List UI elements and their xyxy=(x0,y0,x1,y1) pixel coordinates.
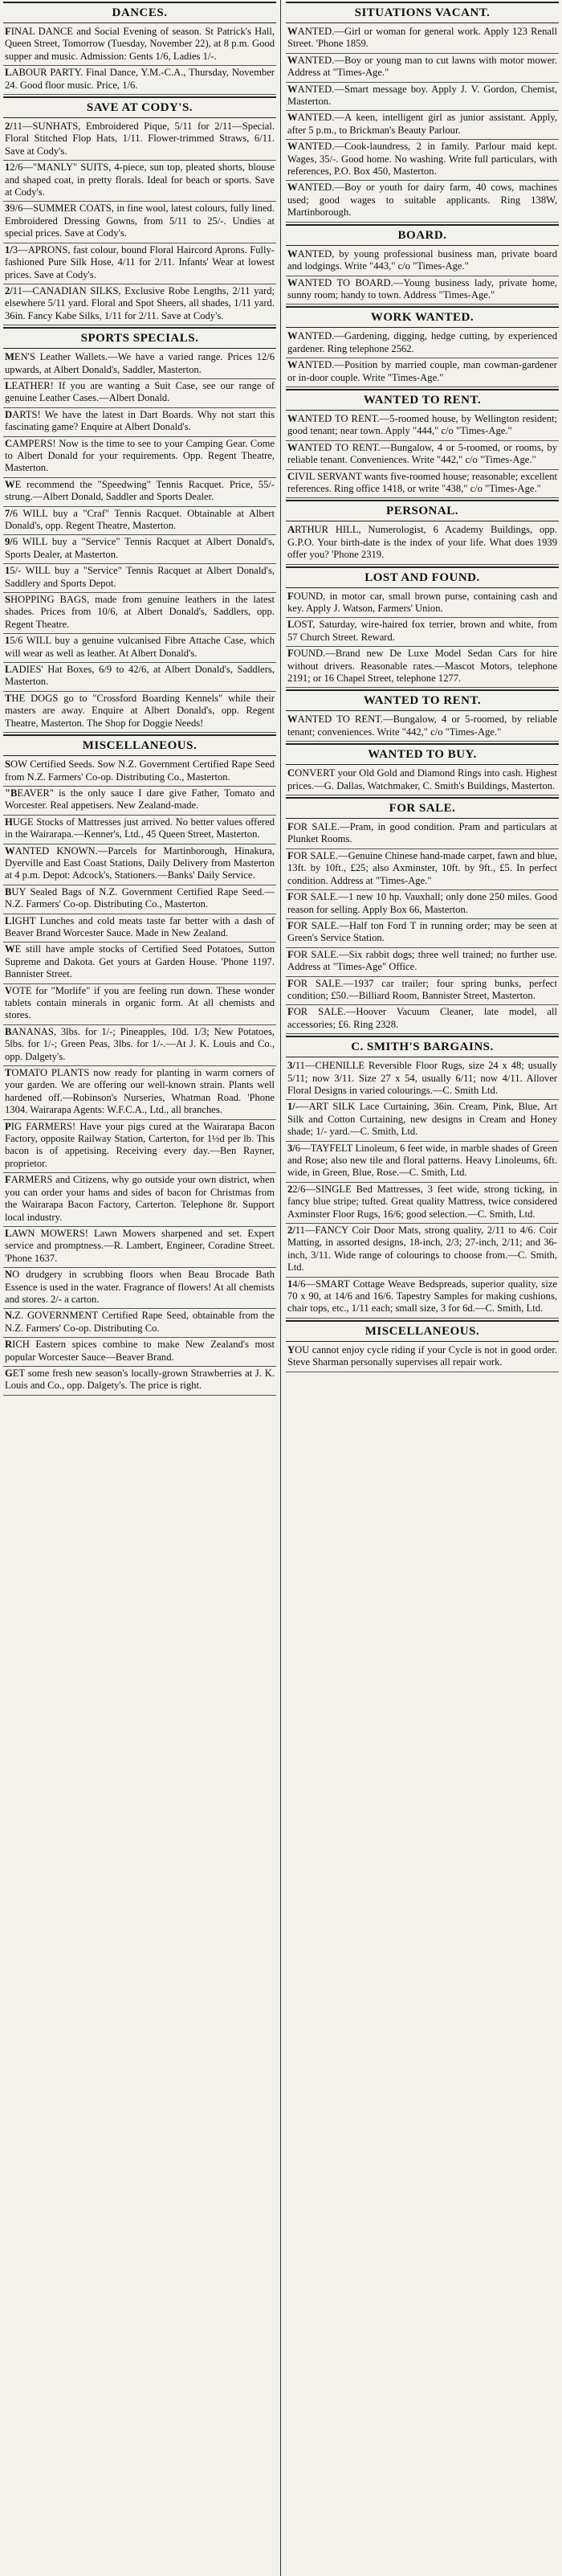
classified-ad: SOW Certified Seeds. Sow N.Z. Government Certified Rape Seed from N.Z. Farmers' Co-op. Distributing Co., Masterton. xyxy=(3,758,276,787)
classified-ad: 1/3—APRONS, fast colour, bound Floral Haircord Aprons. Fully-fashioned Pure Silk Hose, 4/11 for 2/11. Infants' Wear at lowest prices. Save at Cody's. xyxy=(3,243,276,284)
section-wanted-to-rent xyxy=(286,389,559,498)
classified-ad: LIGHT Lunches and cold meats taste far better with a dash of Beaver Brand Worcester Sauce. Made in New Zealand. xyxy=(3,914,276,943)
section-miscellaneous xyxy=(286,1320,559,1372)
classified-ad: WE still have ample stocks of Certified Seed Potatoes, Sutton Supreme and Dakota. Get yours at Garden House. 'Phone 1197. Bannister Street. xyxy=(3,942,276,983)
classified-ad: GET some fresh new season's locally-grown Strawberries at J. K. Louis and Co., opp. Dalgety's. The price is right. xyxy=(3,1367,276,1396)
classified-ad: BANANAS, 3lbs. for 1/-; Pineapples, 10d. 1/3; New Potatoes, 5lbs. for 1/-; Green Peas, 3lbs. for 1/-.—At J. K. Louis and Co., opp. Dalgety's. xyxy=(3,1025,276,1066)
section-heading: SPORTS SPECIALS. xyxy=(3,327,276,349)
classified-ad: 9/6 WILL buy a "Service" Tennis Racquet at Albert Donald's, Sports Dealer, at Masterton. xyxy=(3,535,276,564)
classified-ad: FARMERS and Citizens, why go outside your own district, when you can order your hams and sides of bacon for Christmas from the Wairarapa Bacon Factory, Carterton. Telephone 8r. Support local industry. xyxy=(3,1173,276,1227)
classified-ad: HUGE Stocks of Mattresses just arrived. No better values offered in the Wairarapa.—Kenner's, Ltd., 45 Queen Street, Masterton. xyxy=(3,816,276,844)
classified-ad: WANTED.—Position by married couple, man cowman-gardener or in-door couple. Write "Times-Age." xyxy=(286,358,559,387)
classified-ad: YOU cannot enjoy cycle riding if your Cycle is not in good order. Steve Sharman personally supervises all repair work. xyxy=(286,1343,559,1372)
classified-ad: SHOPPING BAGS, made from genuine leathers in the latest shades. Prices from 10/6, at Albert Donald's, Saddlers, opp. Regent Theatre. xyxy=(3,593,276,634)
classified-ad: MEN'S Leather Wallets.—We have a varied range. Prices 12/6 upwards, at Albert Donald's, Saddler, Masterton. xyxy=(3,350,276,379)
section-wanted-to-buy xyxy=(286,743,559,795)
classified-ad: FOR SALE.—Genuine Chinese hand-made carpet, fawn and blue, 13ft. by 10ft., £25; also Axminster, 10ft. by 9ft., £5. In perfect condition. Address at "Times-Age." xyxy=(286,849,559,890)
classified-ad: ARTHUR HILL, Numerologist, 6 Academy Buildings, opp. G.P.O. Your birth-date is the index of your life. What does 1939 offer you? 'Phone 2319. xyxy=(286,523,559,564)
classified-ad: WE recommend the "Speedwing" Tennis Racquet. Price, 55/- strung.—Albert Donald, Saddler and Sports Dealer. xyxy=(3,478,276,507)
classified-ad: LEATHER! If you are wanting a Suit Case, see our range of genuine Leather Cases.—Albert Donald. xyxy=(3,379,276,408)
classified-ad: WANTED TO RENT.—Bungalow, 4 or 5-roomed, or rooms, by reliable tenant. Conveniences. Write "442," c/o "Times-Age." xyxy=(286,441,559,470)
section-heading: BOARD. xyxy=(286,224,559,246)
classified-ad: WANTED TO RENT.—Bungalow, 4 or 5-roomed, by reliable tenant; conveniences. Write "442," c/o "Times-Age." xyxy=(286,713,559,742)
classified-ad: WANTED.—Smart message boy. Apply J. V. Gordon, Chemist, Masterton. xyxy=(286,83,559,112)
right-column xyxy=(286,0,559,2576)
section-heading: WANTED TO RENT. xyxy=(286,389,559,411)
classified-ad: 7/6 WILL buy a "Craf" Tennis Racquet. Obtainable at Albert Donald's, opp. Regent Theatre, Masterton. xyxy=(3,507,276,536)
section-work-wanted xyxy=(286,306,559,387)
section-wanted-to-rent xyxy=(286,689,559,742)
section-save-at-cody-s xyxy=(3,96,276,325)
classified-ad: 2/11—FANCY Coir Door Mats, strong quality, 2/11 to 4/6. Coir Matting, in assorted designs, 18-inch, 2/3; 27-inch, 2/11; and 36-inch, 3/11. Wide range of colourings to choose from.—C. Smith, Ltd. xyxy=(286,1224,559,1278)
classified-ad: LAWN MOWERS! Lawn Mowers sharpened and set. Expert service and promptness.—R. Lambert, Engineer, Coradine Street. 'Phone 1637. xyxy=(3,1227,276,1268)
section-heading: SITUATIONS VACANT. xyxy=(286,2,559,23)
section-heading: DANCES. xyxy=(3,2,276,23)
column-divider xyxy=(280,0,281,2576)
classified-ad: WANTED TO RENT.—5-roomed house, by Wellington resident; good tenant; near town. Apply "444," c/o "Times-Age." xyxy=(286,412,559,441)
section-c-smith-s-bargains xyxy=(286,1036,559,1319)
section-sports-specials xyxy=(3,327,276,733)
classified-ad: 1/-—ART SILK Lace Curtaining, 36in. Cream, Pink, Blue, Art Silk and Cotton Curtaining, new designs in Cream and Honey shade; 1/- yard.—C. Smith, Ltd. xyxy=(286,1100,559,1141)
classified-ad: CAMPERS! Now is the time to see to your Camping Gear. Come to Albert Donald for your requirements. Opp. Regent Theatre, Masterton. xyxy=(3,437,276,478)
classified-ad: 15/- WILL buy a "Service" Tennis Racquet at Albert Donald's, Saddlery and Sports Depot. xyxy=(3,564,276,593)
classified-ad: NO drudgery in scrubbing floors when Beau Brocade Bath Essence is used in the water. Fragrance of flowers! At all chemists and stores. 2/- a carton. xyxy=(3,1268,276,1309)
section-heading: SAVE AT CODY'S. xyxy=(3,96,276,118)
classified-ad: THE DOGS go to "Crossford Boarding Kennels" while their masters are away. Enquire at Albert Donald's, opp. Regent Theatre, Masterton. The Shop for Doggie Needs! xyxy=(3,692,276,733)
classified-ad: 3/11—CHENILLE Reversible Floor Rugs, size 24 x 48; usually 5/11; now 3/11. Size 27 x 54, usually 6/11; now 4/11. Allover Floral Designs in varied colourings.—C. Smith Ltd. xyxy=(286,1059,559,1100)
classified-ad: 2/11—CANADIAN SILKS, Exclusive Robe Lengths, 2/11 yard; elsewhere 5/11 yard. Floral and Spot Sheers, all shades, 1/11 yard. 36in. Fancy Kabe Silks, 1/11 for 2/11. Save at Cody's. xyxy=(3,284,276,325)
classified-ad: FOR SALE.—1 new 10 hp. Vauxhall; only done 250 miles. Good reason for selling. Apply Box 66, Masterton. xyxy=(286,890,559,919)
classified-ad: WANTED.—Gardening, digging, hedge cutting, by experienced gardener. Ring telephone 2562. xyxy=(286,329,559,358)
classified-ad: LOST, Saturday, wire-haired fox terrier, brown and white, from 57 Church Street. Reward. xyxy=(286,618,559,647)
classified-ad: FOR SALE.—Pram, in good condition. Pram and particulars at Plunket Rooms. xyxy=(286,820,559,849)
classified-ad: 12/6—"MANLY" SUITS, 4-piece, sun top, pleated shorts, blouse and shaped coat, in pretty florals. Ideal for beach or sports. Save at Cody's. xyxy=(3,161,276,202)
section-heading: C. SMITH'S BARGAINS. xyxy=(286,1036,559,1057)
classified-ad: N.Z. GOVERNMENT Certified Rape Seed, obtainable from the N.Z. Farmers' Co-op. Distributing Co. xyxy=(3,1309,276,1338)
section-heading: LOST AND FOUND. xyxy=(286,566,559,588)
classified-ad: 3/6—TAYFELT Linoleum, 6 feet wide, in marble shades of Green and Rose; also new tile and floral patterns. Heavy Linoleums, 6ft. wide, in Green, Blue, Rose.—C. Smith, Ltd. xyxy=(286,1142,559,1183)
classified-ad: WANTED KNOWN.—Parcels for Martinborough, Hinakura, Dyerville and East Coast Stations, Daily Delivery from Masterton at 4 p.m. Depot: Adcock's, Stationers.—Banks' Daily Service. xyxy=(3,844,276,885)
classified-ad: 22/6—SINGLE Bed Mattresses, 3 feet wide, strong ticking, in fancy blue stripe; tufted. Great quality Mattress, twice considered Axminster Floor Rugs, 16/6; good selection.—C. Smith, Ltd. xyxy=(286,1183,559,1224)
classified-ad: 14/6—SMART Cottage Weave Bedspreads, superior quality, size 70 x 90, at 14/6 and 16/6. Tapestry Samples for making cushions, chair tops, etc., 1/11 each; small size, 3 for 6d.—C. Smith, Ltd. xyxy=(286,1278,559,1319)
classified-ad: WANTED.—A keen, intelligent girl as junior assistant. Apply, after 5 p.m., to Brickman's Beauty Parlour. xyxy=(286,111,559,140)
section-dances xyxy=(3,2,276,95)
classified-ad: WANTED.—Cook-laundress, 2 in family. Parlour maid kept. Wages, 35/-. Good home. No washing. Write full particulars, with references, P.O. Box 450, Masterton. xyxy=(286,140,559,181)
classified-ad: VOTE for "Morlife" if you are feeling run down. These wonder tablets contain minerals in organic form. At all chemists and stores. xyxy=(3,984,276,1025)
section-heading: MISCELLANEOUS. xyxy=(286,1320,559,1342)
section-lost-and-found xyxy=(286,566,559,689)
classified-ad: FOR SALE.—Six rabbit dogs; three well trained; no further use. Address at "Times-Age" Office. xyxy=(286,948,559,977)
section-heading: FOR SALE. xyxy=(286,797,559,819)
classified-ad: WANTED.—Boy or youth for dairy farm, 40 cows, machines used; good wages to suitable applicants. Ring 138W, Martinborough. xyxy=(286,181,559,222)
left-column xyxy=(3,0,276,2576)
classified-ad: WANTED TO BOARD.—Young business lady, private home, sunny room; handy to town. Address "Times-Age." xyxy=(286,276,559,305)
section-board xyxy=(286,224,559,305)
classified-ad: CONVERT your Old Gold and Diamond Rings into cash. Highest prices.—G. Dallas, Watchmaker, C. Smith's Buildings, Masterton. xyxy=(286,767,559,795)
classified-ad: TOMATO PLANTS now ready for planting in warm corners of your garden. We are offering our well-known strain. Plants well hardened off.—Robinson's Nurseries, Whatman Road. 'Phone 1304. Wairarapa Agents: W.F.C.A., Ltd., all branches. xyxy=(3,1066,276,1120)
section-heading: WANTED TO BUY. xyxy=(286,743,559,765)
classified-ad: FOR SALE.—Half ton Ford T in running order; may be seen at Green's Service Station. xyxy=(286,919,559,948)
section-for-sale xyxy=(286,797,559,1034)
classified-ad: FOUND, in motor car, small brown purse, containing cash and key. Apply J. Watson, Farmers' Union. xyxy=(286,590,559,619)
classified-ad: LABOUR PARTY. Final Dance, Y.M.-C.A., Thursday, November 24. Good floor music. Price, 1/6. xyxy=(3,66,276,95)
classified-ad: "BEAVER" is the only sauce I dare give Father, Tomato and Worcester. Real appetisers. New Zealand-made. xyxy=(3,787,276,816)
classified-ad: CIVIL SERVANT wants five-roomed house; reasonable; excellent references. Ring office 1418, or write "438," c/o "Times-Age." xyxy=(286,470,559,499)
classified-ad: PIG FARMERS! Have your pigs cured at the Wairarapa Bacon Factory, opposite Railway Station, Carterton, for 1½d per lb. This bacon is of appetising. Receiving every day.—Ben Rayner, proprietor. xyxy=(3,1120,276,1174)
classified-ad: WANTED, by young professional business man, private board and lodgings. Write "443," c/o "Times-Age." xyxy=(286,247,559,276)
classified-ad: FOUND.—Brand new De Luxe Model Sedan Cars for hire without drivers. Reasonable rates.—Mascot Motors, telephone 2191; or 16 Chapel Street, telephone 1277. xyxy=(286,647,559,688)
classified-ad: BUY Sealed Bags of N.Z. Government Certified Rape Seed.—N.Z. Farmers' Co-op. Distributing Co., Masterton. xyxy=(3,885,276,914)
section-miscellaneous xyxy=(3,734,276,1396)
classified-ad: DARTS! We have the latest in Dart Boards. Why not start this fascinating game? Enquire at Albert Donald's. xyxy=(3,408,276,437)
section-heading: WORK WANTED. xyxy=(286,306,559,328)
section-heading: WANTED TO RENT. xyxy=(286,689,559,711)
section-heading: MISCELLANEOUS. xyxy=(3,734,276,756)
classified-ad: RICH Eastern spices combine to make New Zealand's most popular Worcester Sauce—Beaver Brand. xyxy=(3,1338,276,1367)
section-heading: PERSONAL. xyxy=(286,500,559,521)
classified-ad: FOR SALE.—Hoover Vacuum Cleaner, late model, all accessories; £6. Ring 2328. xyxy=(286,1005,559,1034)
section-situations-vacant xyxy=(286,2,559,223)
classified-ad: FOR SALE.—1937 car trailer; four spring bunks, perfect condition; £50.—Billiard Room, Bannister Street, Masterton. xyxy=(286,977,559,1006)
classified-ad: 2/11—SUNHATS, Embroidered Pique, 5/11 for 2/11—Special. Floral Stitched Flop Hats, 1/11. Flower-trimmed Straws, 6/11. Save at Cody's. xyxy=(3,120,276,161)
section-personal xyxy=(286,500,559,564)
classified-ad: WANTED.—Girl or woman for general work. Apply 123 Renall Street. 'Phone 1859. xyxy=(286,25,559,54)
classified-ad: LADIES' Hat Boxes, 6/9 to 42/6, at Albert Donald's, Saddlers, Masterton. xyxy=(3,663,276,692)
classified-ad: WANTED.—Boy or young man to cut lawns with motor mower. Address at "Times-Age." xyxy=(286,54,559,83)
classified-ad: 15/6 WILL buy a genuine vulcanised Fibre Attache Case, which will wear as well as leather. At Albert Donald's. xyxy=(3,634,276,663)
classified-ad: FINAL DANCE and Social Evening of season. St Patrick's Hall, Queen Street, Tomorrow (Tuesday, November 22), at 8 p.m. Good supper and music. Admission: Gents 1/6, Ladies 1/-. xyxy=(3,25,276,66)
classified-ad: 39/6—SUMMER COATS, in fine wool, latest colours, fully lined. Embroidered Dressing Gowns, from 5/11 to 25/-. Undies at special prices. Save at Cody's. xyxy=(3,202,276,243)
